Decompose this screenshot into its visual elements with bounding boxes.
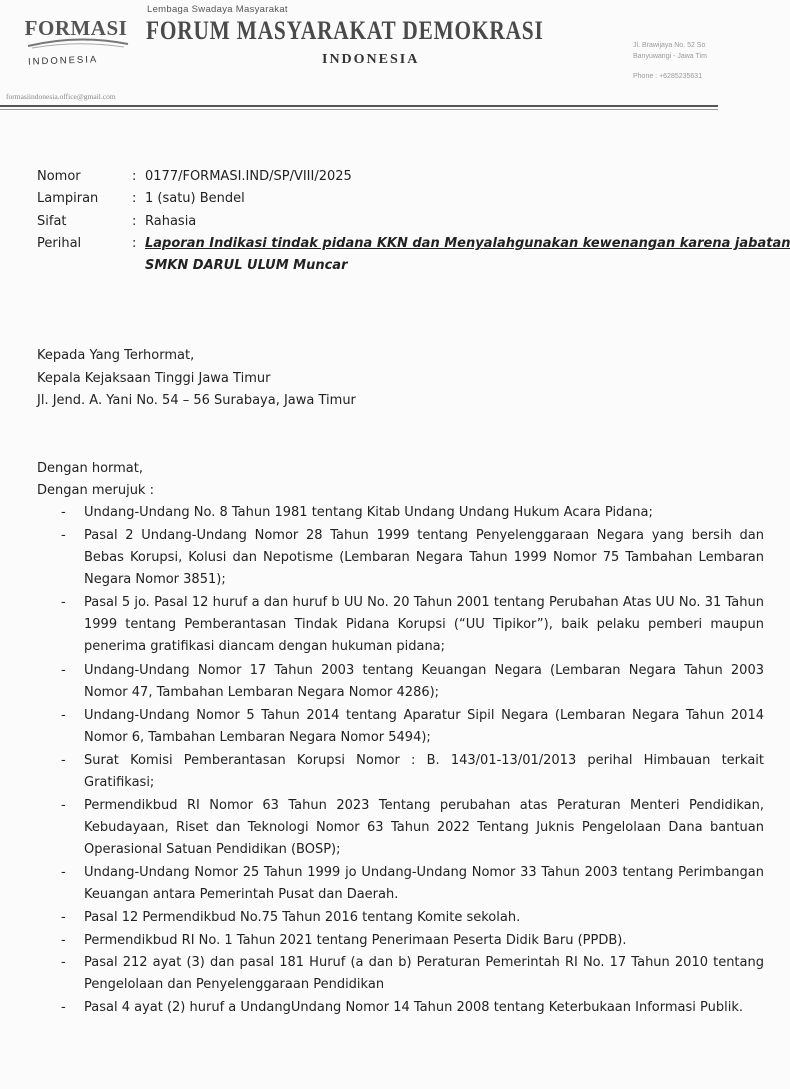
list-item: Surat Komisi Pemberantasan Korupsi Nomor : B. 143/01-13/01/2013 perihal Himbauan terkait Gratifikasi;	[84, 753, 764, 790]
list-item: Undang-Undang Nomor 17 Tahun 2003 tentang Keuangan Negara (Lembaran Negara Tahun 2003 Nomor 47, Tambahan Lembaran Negara Nomor 4286);	[84, 663, 764, 700]
letterhead-divider	[0, 105, 718, 107]
list-item: Undang-Undang No. 8 Tahun 1981 tentang Kitab Undang Undang Hukum Acara Pidana;	[84, 505, 653, 520]
list-item: Pasal 2 Undang-Undang Nomor 28 Tahun 1999 tentang Penyelenggaraan Negara yang bersih dan Bebas Korupsi, Kolusi dan Nepotisme (Lembaran Negara Tahun 1999 Nomor 75 Tambahan Lembaran Negara Nomor 3851);	[84, 528, 764, 587]
list-item: Pasal 212 ayat (3) dan pasal 181 Huruf (a dan b) Peraturan Pemerintah RI No. 17 Tahun 2010 tentang Pengelolaan dan Penyelenggaraan Pendidikan	[84, 955, 764, 992]
meta-label-nomor: Nomor	[37, 169, 81, 184]
reference-intro: Dengan merujuk :	[37, 483, 154, 498]
list-bullet: -	[61, 955, 66, 970]
meta-label-perihal: Perihal	[37, 236, 82, 251]
org-name: FORUM MASYARAKAT DEMOKRASI	[146, 16, 544, 45]
address-line: Banyuwangi - Jawa Tim	[633, 53, 707, 60]
recipient-line: Jl. Jend. A. Yani No. 54 – 56 Surabaya, Jawa Timur	[37, 393, 356, 408]
org-country: INDONESIA	[322, 52, 420, 67]
logo-wordmark: FORMASI	[24, 16, 128, 40]
recipient-line: Kepala Kejaksaan Tinggi Jawa Timur	[37, 371, 271, 386]
list-bullet: -	[61, 663, 66, 678]
email-address: formasiindonesia.office@gmail.com	[6, 92, 116, 101]
list-item: Undang-Undang Nomor 25 Tahun 1999 jo Undang-Undang Nomor 33 Tahun 2003 tentang Perimbangan Keuangan antara Pemerintah Pusat dan Daerah.	[84, 865, 764, 902]
recipient-line: Kepada Yang Terhormat,	[37, 348, 195, 363]
list-bullet: -	[61, 1000, 66, 1015]
list-item: Undang-Undang Nomor 5 Tahun 2014 tentang Aparatur Sipil Negara (Lembaran Negara Tahun 2014 Nomor 6, Tambahan Lembaran Negara Nomor 5494);	[84, 708, 764, 745]
list-bullet: -	[61, 708, 66, 723]
list-item: Pasal 4 ayat (2) huruf a UndangUndang Nomor 14 Tahun 2008 tentang Keterbukaan Informasi Publik.	[84, 1000, 743, 1015]
phone-line: Phone : +6285235631	[633, 73, 703, 80]
meta-colon: :	[132, 214, 137, 229]
list-bullet: -	[61, 753, 66, 768]
list-bullet: -	[61, 798, 66, 813]
meta-label-lampiran: Lampiran	[37, 191, 99, 206]
list-item: Pasal 5 jo. Pasal 12 huruf a dan huruf b UU No. 20 Tahun 2001 tentang Perubahan Atas UU No. 31 Tahun 1999 tentang Pemberantasan Tindak Pidana Korupsi (“UU Tipikor”), baik pelaku pemberi maupun penerima gratifikasi diancam dengan hukuman pidana;	[84, 595, 764, 654]
org-type: Lembaga Swadaya Masyarakat	[147, 4, 288, 15]
greeting: Dengan hormat,	[37, 461, 144, 476]
list-item: Pasal 12 Permendikbud No.75 Tahun 2016 tentang Komite sekolah.	[84, 910, 521, 925]
meta-value-perihal-school: SMKN DARUL ULUM Muncar	[145, 258, 348, 273]
meta-value-lampiran: 1 (satu) Bendel	[145, 191, 245, 206]
meta-colon: :	[132, 191, 137, 206]
logo-swoosh-icon	[26, 36, 130, 50]
meta-colon: :	[132, 169, 137, 184]
list-bullet: -	[61, 933, 66, 948]
list-bullet: -	[61, 865, 66, 880]
list-item: Permendikbud RI No. 1 Tahun 2021 tentang Penerimaan Peserta Didik Baru (PPDB).	[84, 933, 627, 948]
meta-value-nomor: 0177/FORMASI.IND/SP/VIII/2025	[145, 169, 352, 184]
address-line: Jl. Brawijaya No. 52 So	[633, 42, 706, 49]
logo-subtitle: INDONESIA	[27, 54, 99, 68]
list-item: Permendikbud RI Nomor 63 Tahun 2023 Tentang perubahan atas Peraturan Menteri Pendidikan, Kebudayaan, Riset dan Teknologi Nomor 63 Tahun 2022 Tentang Juknis Pengelolaan Dana bantuan Operasional Satuan Pendidikan (BOSP);	[84, 798, 764, 857]
list-bullet: -	[61, 910, 66, 925]
meta-label-sifat: Sifat	[37, 214, 67, 229]
list-bullet: -	[61, 528, 66, 543]
meta-value-sifat: Rahasia	[145, 214, 197, 229]
letterhead-divider-thin	[0, 109, 718, 110]
meta-colon: :	[132, 236, 137, 251]
meta-value-perihal: Laporan Indikasi tindak pidana KKN dan Menyalahgunakan kewenangan karena jabatan	[145, 236, 790, 251]
list-bullet: -	[61, 595, 66, 610]
list-bullet: -	[61, 505, 66, 520]
